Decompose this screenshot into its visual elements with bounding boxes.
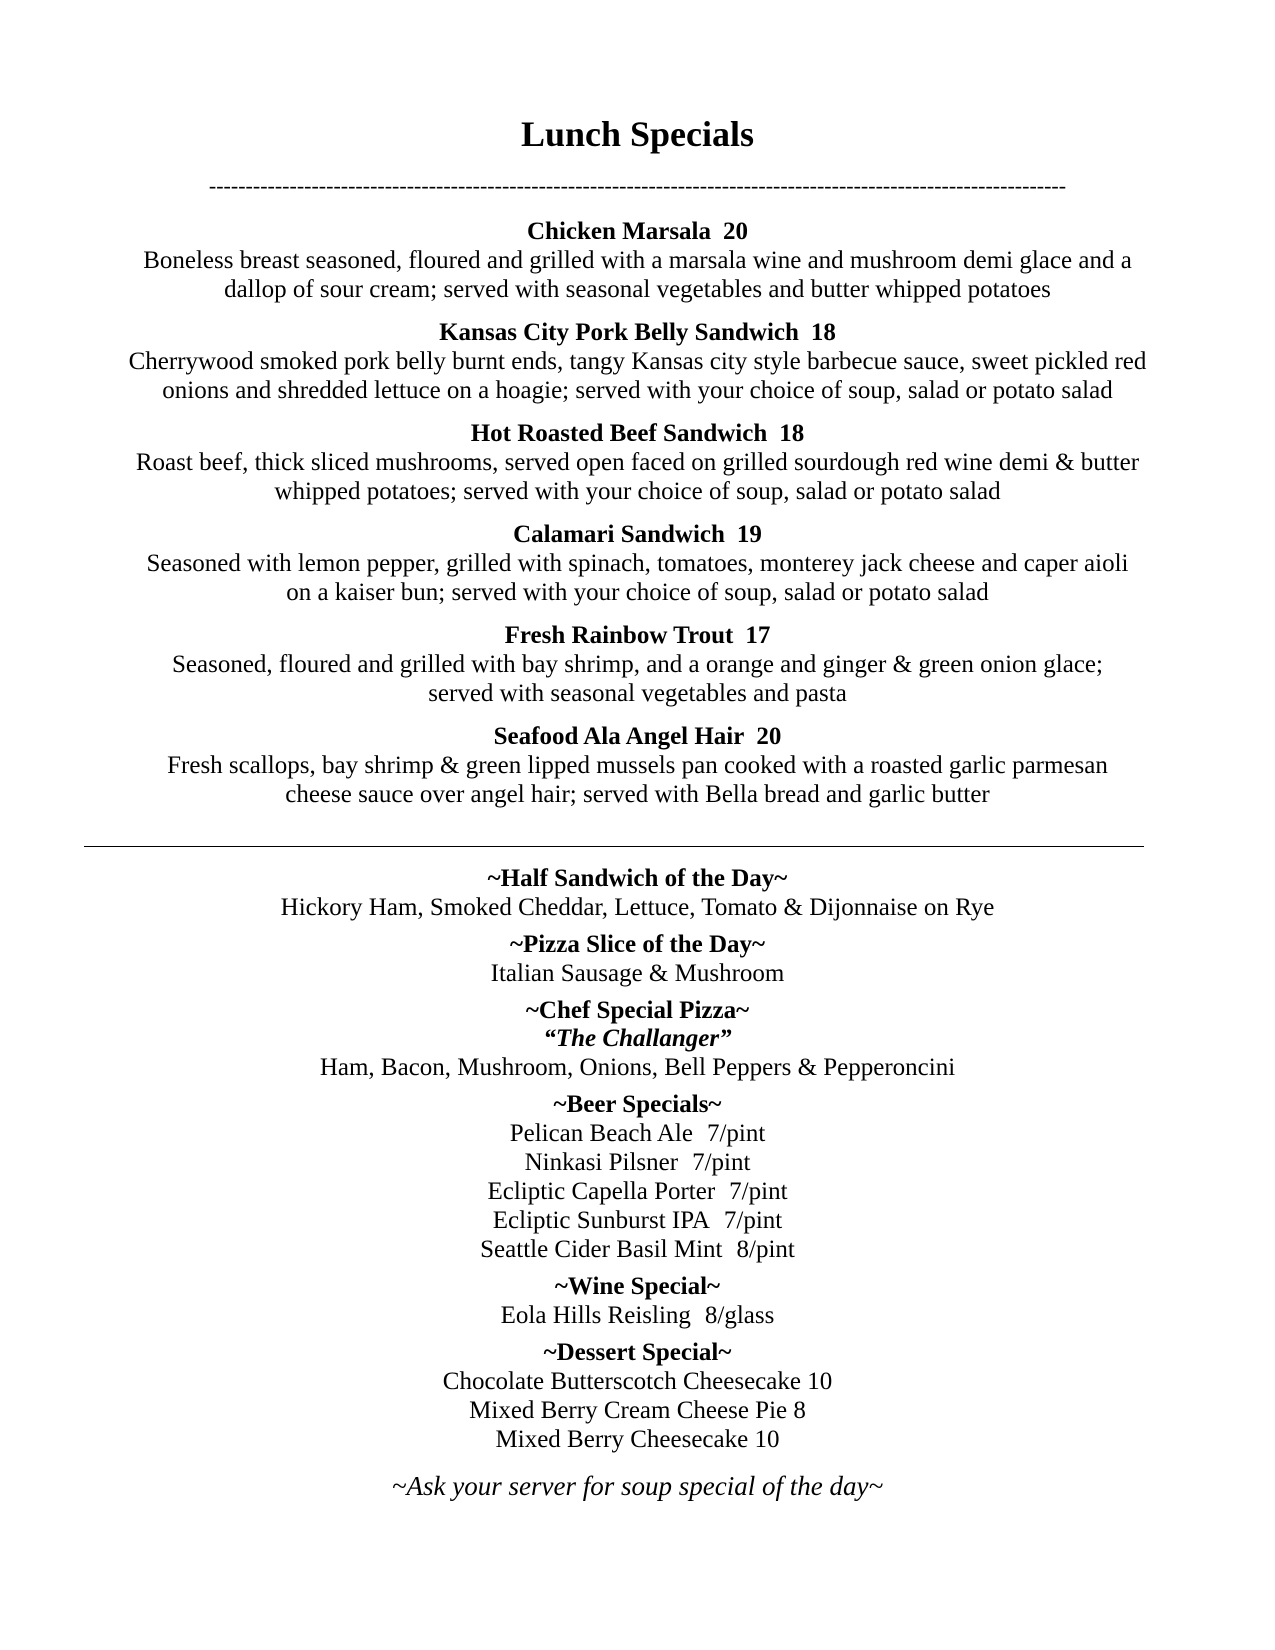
- horizontal-rule: [84, 846, 1144, 847]
- daily-specials: [0, 865, 1275, 1502]
- beer-name: Ecliptic Sunburst IPA: [492, 1207, 710, 1234]
- beer-item: [0, 1119, 1275, 1148]
- special-name: Fresh Rainbow Trout: [504, 622, 734, 649]
- wine-price: 8/glass: [704, 1302, 775, 1329]
- beer-title: ~Beer Specials~: [553, 1091, 722, 1118]
- special-item: [0, 621, 1275, 708]
- wine-item: [0, 1301, 1275, 1330]
- special-description-line: Seasoned with lemon pepper, grilled with spinach, tomatoes, monterey jack cheese and caper aioli: [146, 550, 1129, 577]
- special-description-line: whipped potatoes; served with your choice of soup, salad or potato salad: [274, 478, 1001, 505]
- special-description-line: onions and shredded lettuce on a hoagie; served with your choice of soup, salad or potato salad: [162, 377, 1113, 404]
- special-description-line: dallop of sour cream; served with seasonal vegetables and butter whipped potatoes: [224, 276, 1051, 303]
- special-item: [0, 217, 1275, 304]
- special-heading: [0, 520, 1275, 549]
- beer-price: 7/pint: [729, 1178, 788, 1205]
- beer-price: 8/pint: [736, 1236, 795, 1263]
- special-price: 20: [756, 723, 782, 750]
- chef-pizza-text: Ham, Bacon, Mushroom, Onions, Bell Peppers & Pepperoncini: [319, 1054, 956, 1081]
- page-title: Lunch Specials: [520, 114, 755, 154]
- special-heading: [0, 217, 1275, 246]
- wine-title: ~Wine Special~: [554, 1273, 721, 1300]
- beer-name: Ecliptic Capella Porter: [487, 1178, 716, 1205]
- special-description-line: Fresh scallops, bay shrimp & green lipped mussels pan cooked with a roasted garlic parmesan: [167, 752, 1108, 779]
- beer-section: [0, 1091, 1275, 1264]
- special-price: 18: [779, 420, 805, 447]
- pizza-slice-title: ~Pizza Slice of the Day~: [509, 931, 766, 958]
- special-name: Chicken Marsala: [526, 218, 712, 245]
- chef-pizza-title: ~Chef Special Pizza~: [525, 997, 750, 1024]
- special-description-line: cheese sauce over angel hair; served with Bella bread and garlic butter: [285, 781, 990, 808]
- special-item: [0, 520, 1275, 607]
- beer-price: 7/pint: [723, 1207, 783, 1234]
- wine-name: Eola Hills Reisling: [500, 1302, 691, 1329]
- dessert-item: Mixed Berry Cream Cheese Pie 8: [469, 1397, 806, 1424]
- beer-price: 7/pint: [706, 1120, 766, 1147]
- half-sandwich-section: [0, 865, 1275, 922]
- beer-item: [0, 1177, 1275, 1206]
- beer-name: Pelican Beach Ale: [509, 1120, 693, 1147]
- beer-name: Seattle Cider Basil Mint: [480, 1236, 723, 1263]
- chef-pizza-name: “The Challanger”: [543, 1025, 732, 1052]
- special-price: 18: [810, 319, 836, 346]
- special-price: 20: [723, 218, 749, 245]
- dessert-title: ~Dessert Special~: [543, 1339, 732, 1366]
- special-description-line: on a kaiser bun; served with your choice of soup, salad or potato salad: [286, 579, 989, 606]
- special-heading: [0, 621, 1275, 650]
- pizza-slice-section: [0, 931, 1275, 988]
- special-price: 19: [736, 521, 762, 548]
- beer-item: [0, 1235, 1275, 1264]
- special-description-line: Roast beef, thick sliced mushrooms, served open faced on grilled sourdough red wine demi & butter: [135, 449, 1140, 476]
- special-heading: [0, 419, 1275, 448]
- specials-list: [0, 217, 1275, 823]
- special-description-line: Seasoned, floured and grilled with bay shrimp, and a orange and ginger & green onion glace;: [172, 651, 1103, 678]
- dessert-item: Chocolate Butterscotch Cheesecake 10: [442, 1368, 833, 1395]
- special-description-line: Cherrywood smoked pork belly burnt ends, tangy Kansas city style barbecue sauce, sweet pickled red: [128, 348, 1147, 375]
- special-heading: [0, 318, 1275, 347]
- beer-item: [0, 1206, 1275, 1235]
- special-description-line: served with seasonal vegetables and pasta: [428, 680, 847, 707]
- dessert-item: Mixed Berry Cheesecake 10: [495, 1426, 780, 1453]
- pizza-slice-text: Italian Sausage & Mushroom: [490, 960, 785, 987]
- wine-section: [0, 1273, 1275, 1330]
- dessert-section: [0, 1339, 1275, 1454]
- special-description-line: Boneless breast seasoned, floured and grilled with a marsala wine and mushroom demi glace and a: [143, 247, 1132, 274]
- beer-item: [0, 1148, 1275, 1177]
- half-sandwich-title: ~Half Sandwich of the Day~: [487, 865, 788, 892]
- special-heading: [0, 722, 1275, 751]
- special-item: [0, 318, 1275, 405]
- half-sandwich-text: Hickory Ham, Smoked Cheddar, Lettuce, Tomato & Dijonnaise on Rye: [280, 894, 995, 921]
- dashed-divider: ---------------------------------------------------------------------------------------------------------------------: [208, 174, 1067, 198]
- special-name: Kansas City Pork Belly Sandwich: [439, 319, 799, 346]
- special-name: Calamari Sandwich: [513, 521, 725, 548]
- special-item: [0, 722, 1275, 809]
- soup-footer-note: ~Ask your server for soup special of the day~: [391, 1471, 884, 1501]
- special-name: Hot Roasted Beef Sandwich: [470, 420, 768, 447]
- special-price: 17: [745, 622, 771, 649]
- special-name: Seafood Ala Angel Hair: [493, 723, 745, 750]
- beer-name: Ninkasi Pilsner: [524, 1149, 679, 1176]
- chef-pizza-section: [0, 997, 1275, 1082]
- beer-price: 7/pint: [692, 1149, 751, 1176]
- special-item: [0, 419, 1275, 506]
